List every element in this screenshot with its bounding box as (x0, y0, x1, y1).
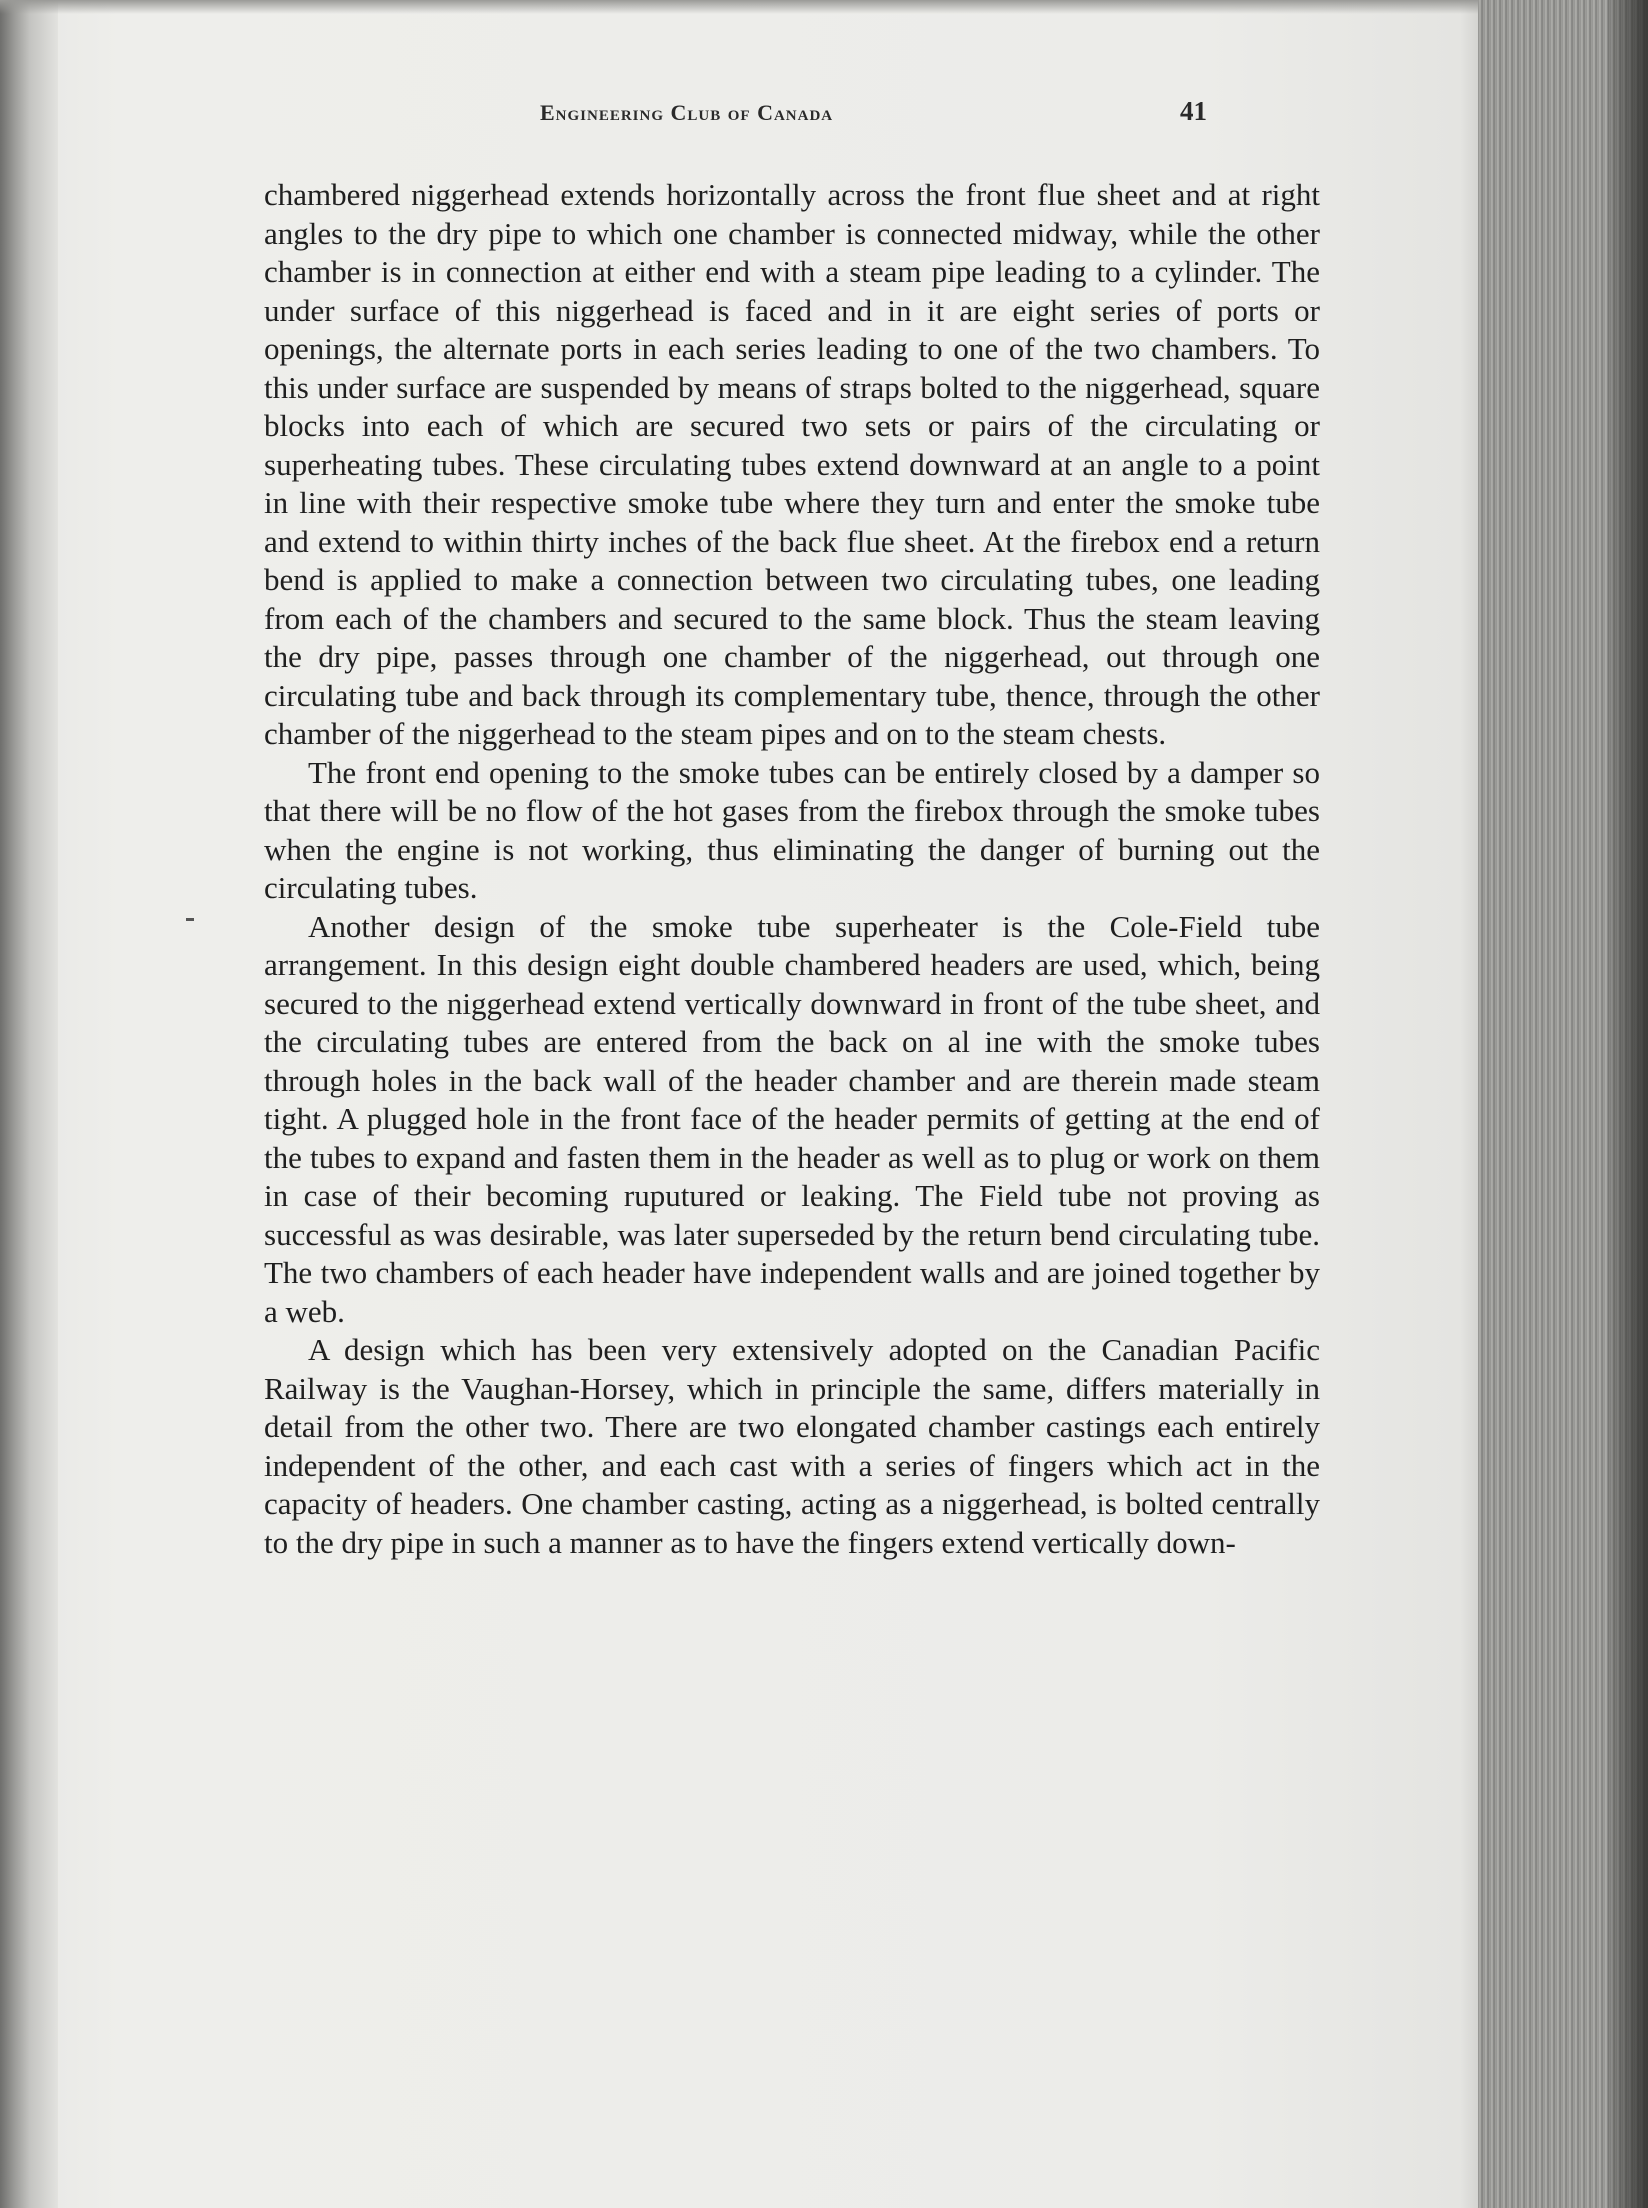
book-gutter-shadow (0, 0, 58, 2208)
top-edge-shadow (0, 0, 1478, 14)
paragraph-3: Another design of the smoke tube superheater is the Cole-Field tube arrangement. In this design eight double chambered headers are used, which, being secured to the niggerhead extend vertically downward in front of the tube sheet, and the circulating tubes are entered from the back on al ine with the smoke tubes through holes in the back wall of the header chamber and are therein made steam tight. A plugged hole in the front face of the header permits of getting at the end of the tubes to expand and fasten them in the header as well as to plug or work on them in case of their becoming ruputured or leaking. The Field tube not proving as successful as was desirable, was later superseded by the return bend circulating tube. The two chambers of each header have independent walls and are joined together by a web. (264, 908, 1320, 1329)
running-head: Engineering Club of Canada (540, 100, 834, 125)
paragraph-1: chambered niggerhead extends horizontally across the front flue sheet and at right angles to the dry pipe to which one chamber is connected midway, while the other chamber is in connection at either end with a steam pipe leading to a cylinder. The under surface of this niggerhead is faced and in it are eight series of ports or openings, the alternate ports in each series leading to one of the two chambers. To this under surface are suspended by means of straps bolted to the niggerhead, square blocks into each of which are secured two sets or pairs of the circulating or superheating tubes. These circulating tubes extend downward at an angle to a point in line with their respective smoke tube where they turn and enter the smoke tube and extend to within thirty inches of the back flue sheet. At the firebox end a return bend is applied to make a connection between two circulating tubes, one leading from each of the chambers and secured to the same block. Thus the steam leaving the dry pipe, passes through one chamber of the niggerhead, out through one circulating tube and back through its complementary tube, thence, through the other chamber of the niggerhead to the steam pipes and on to the steam chests. (264, 177, 1320, 751)
margin-mark (186, 918, 194, 921)
body-text (264, 176, 1320, 1562)
book-page-edges (1478, 0, 1648, 2208)
page-number: 41 (1180, 96, 1207, 126)
paragraph-2: The front end opening to the smoke tubes can be entirely closed by a damper so that there will be no flow of the hot gases from the firebox through the smoke tubes when the engine is not working, thus eliminating the danger of burning out the circulating tubes. (264, 754, 1320, 905)
paragraph-4: A design which has been very extensively adopted on the Canadian Pacific Railway is the Vaughan-Horsey, which in principle the same, differs materially in detail from the other two. There are two elongated chamber castings each entirely independent of the other, and each cast with a series of fingers which act in the capacity of headers. One chamber casting, acting as a niggerhead, is bolted centrally to the dry pipe in such a manner as to have the fingers extend vertically down- (264, 1332, 1320, 1560)
